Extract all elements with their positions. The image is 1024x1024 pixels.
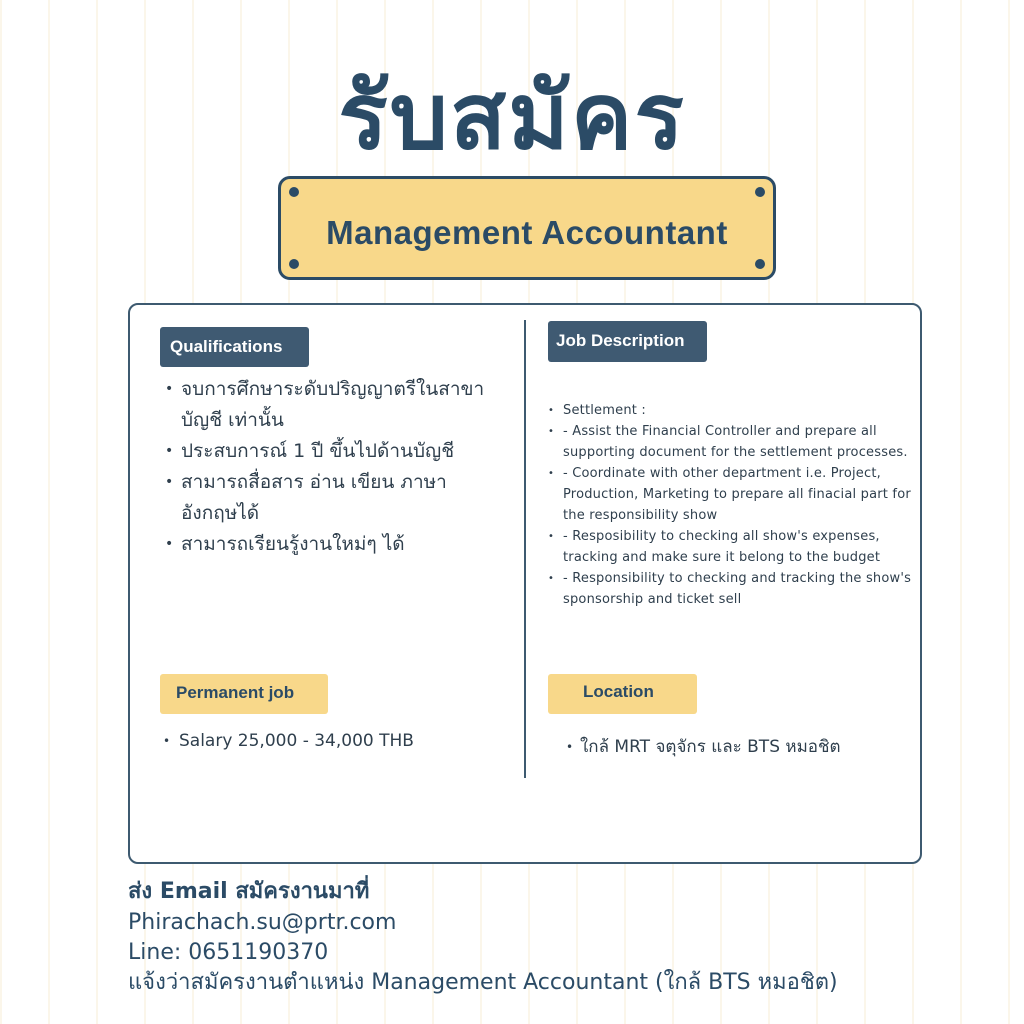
list-item: • ประสบการณ์ 1 ปี ขึ้นไปด้านบัญชี [163, 436, 503, 467]
job-description-list [548, 400, 918, 610]
position-plate [278, 176, 776, 280]
permanent-job-label: Permanent job [160, 674, 328, 714]
salary-item: • Salary 25,000 - 34,000 THB [163, 728, 503, 754]
list-item: • - Responsibility to checking and tracking the show's sponsorship and ticket sell [548, 568, 918, 610]
contact-email[interactable]: Phirachach.su@prtr.com [128, 910, 397, 935]
plate-rivet [289, 259, 299, 269]
contact-line-id: Line: 0651190370 [128, 940, 329, 965]
location-item: • ใกล้ MRT จตุจักร และ BTS หมอชิต [566, 734, 906, 760]
list-item: • - Coordinate with other department i.e. Project, Production, Marketing to prepare all finacial part for the responsibility show [548, 463, 918, 526]
qualifications-label: Qualifications [160, 327, 309, 367]
list-item: • Settlement : [548, 400, 918, 421]
location-list [566, 734, 906, 760]
position-title: Management Accountant [326, 214, 728, 251]
plate-rivet [755, 187, 765, 197]
plate-rivet [289, 187, 299, 197]
location-label: Location [548, 674, 697, 714]
page-title: รับสมัคร [338, 63, 686, 170]
qualifications-list [163, 374, 503, 560]
column-divider [524, 320, 526, 778]
contact-note: แจ้งว่าสมัครงานตำแหน่ง Management Accountant (ใกล้ BTS หมอชิต) [128, 970, 838, 995]
salary-list [163, 728, 503, 754]
list-item: • จบการศึกษาระดับปริญญาตรีในสาขาบัญชี เท่านั้น [163, 374, 503, 436]
contact-section [128, 876, 1008, 998]
plate-rivet [755, 259, 765, 269]
list-item: • - Assist the Financial Controller and prepare all supporting document for the settlement processes. [548, 421, 918, 463]
list-item: • สามารถสื่อสาร อ่าน เขียน ภาษาอังกฤษได้ [163, 467, 503, 529]
job-description-label: Job Description [548, 321, 707, 362]
list-item: • - Resposibility to checking all show's expenses, tracking and make sure it belong to the budget [548, 526, 918, 568]
list-item: • สามารถเรียนรู้งานใหม่ๆ ได้ [163, 529, 503, 560]
contact-heading: ส่ง Email สมัครงานมาที่ [128, 879, 370, 904]
